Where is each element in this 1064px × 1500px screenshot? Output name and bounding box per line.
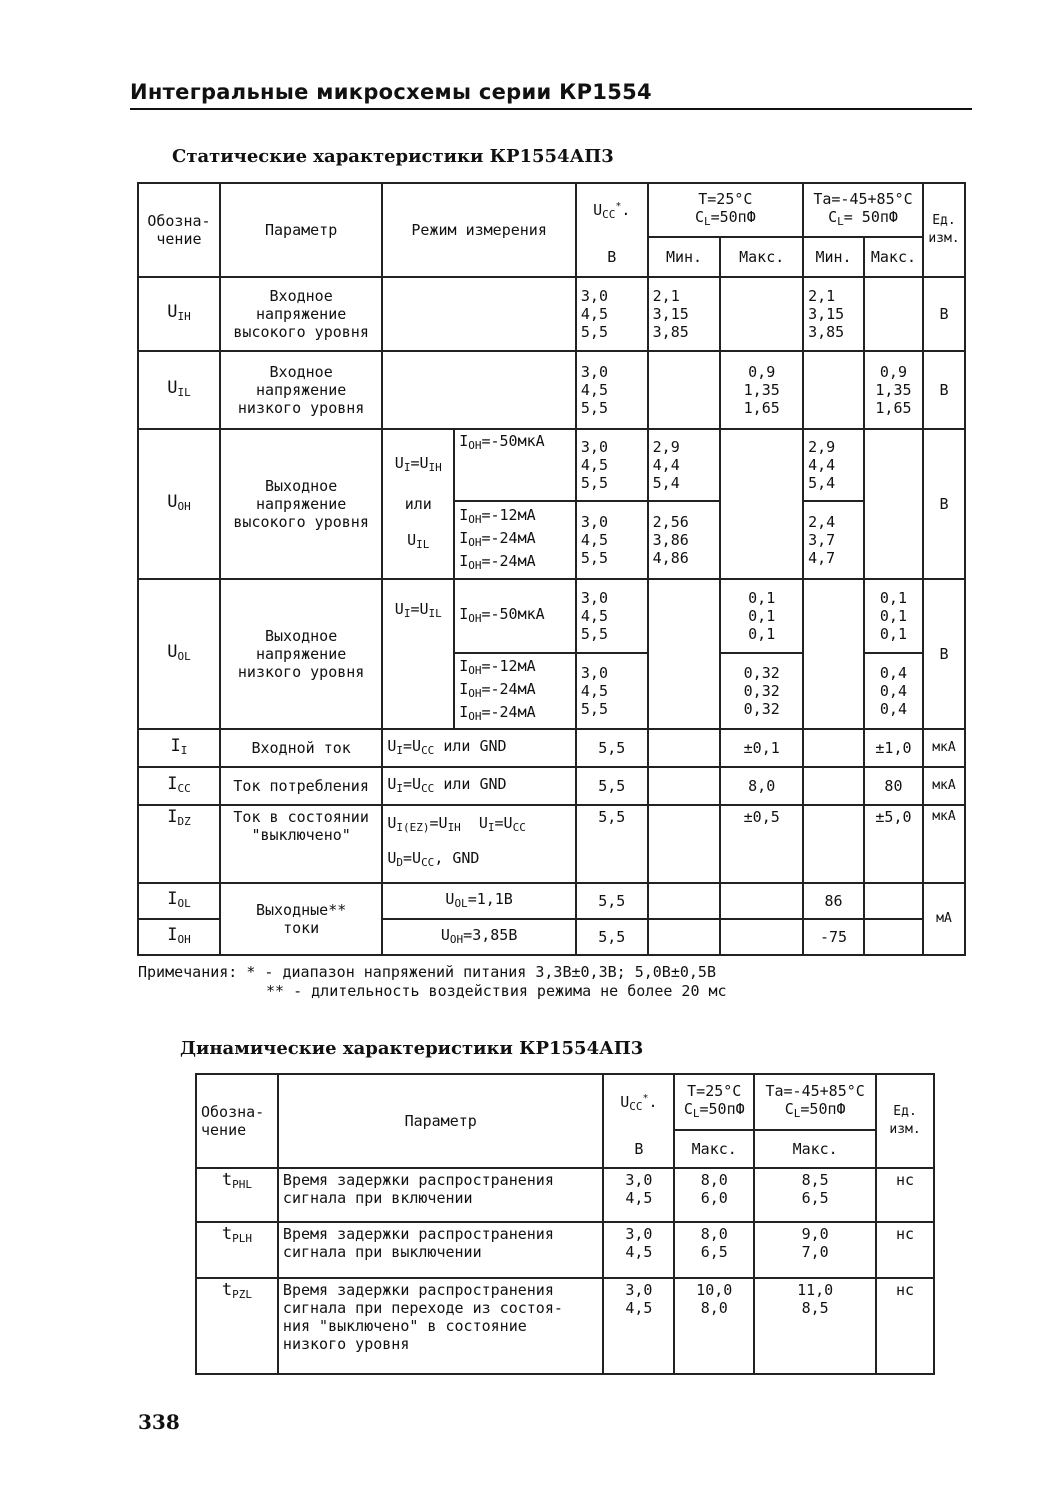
max25-uil: 0,9 1,35 1,65	[720, 351, 803, 429]
param-ii: Входной ток	[220, 729, 382, 767]
max25-uih	[720, 277, 803, 351]
unit-uih: В	[923, 277, 965, 351]
symbol-ii: $I_I$	[138, 729, 220, 767]
mode-uoh: $U_I=U_{IH}$ или $U_{IL}$	[382, 429, 454, 579]
mode-ii: $U_I=U_{CC}$ или GND	[382, 729, 576, 767]
dyn-param-1: Время задержки распространения сигнала при выключении	[278, 1222, 604, 1278]
ucc-iol: 5,5	[576, 883, 648, 919]
ucc-ioh: 5,5	[576, 919, 648, 955]
col-ucc-unit: В	[576, 237, 648, 277]
dyn-max25-1: 8,0 6,5	[674, 1222, 754, 1278]
mode-uil	[382, 351, 576, 429]
ucc-uih: 3,0 4,5 5,5	[576, 277, 648, 351]
param-icc: Ток потребления	[220, 767, 382, 805]
unit-idz: мкА	[923, 805, 965, 883]
dyn-col-parameter: Параметр	[278, 1074, 604, 1168]
mode-uol: $U_I=U_{IL}$	[382, 579, 454, 729]
min25-icc	[648, 767, 721, 805]
ucc-uil: 3,0 4,5 5,5	[576, 351, 648, 429]
min25-ioh	[648, 919, 721, 955]
param-output-currents: Выходные** токи	[220, 883, 382, 955]
dyn-col-t25: T=25°C $C_L=50пФ$	[674, 1074, 754, 1130]
min25-uil	[648, 351, 721, 429]
symbol-uoh: $U_{OH}$	[138, 429, 220, 579]
min25-uol	[648, 579, 721, 729]
param-idz: Ток в состоянии "выключено"	[220, 805, 382, 883]
ucc-ii: 5,5	[576, 729, 648, 767]
symbol-tplh: $t_{PLH}$	[196, 1222, 278, 1278]
ucc-uoh-b: 3,0 4,5 5,5	[576, 501, 648, 579]
dyn-ucc-2: 3,0 4,5	[603, 1278, 674, 1374]
col-mode: Режим измерения	[382, 183, 576, 277]
dyn-param-0: Время задержки распространения сигнала при включении	[278, 1168, 604, 1222]
col-ta: Ta=-45+85°C $C_L= 50пФ$	[803, 183, 923, 237]
mode-iol: $U_{OL}=1,1В$	[382, 883, 576, 919]
minta-idz	[803, 805, 864, 883]
col-max-ta: Макс.	[864, 237, 923, 277]
dyn-unit-2: нс	[876, 1278, 934, 1374]
dyn-col-ta: Ta=-45+85°C $C_L=50пФ$	[754, 1074, 876, 1130]
max25-uol-a: 0,1 0,1 0,1	[720, 579, 803, 653]
maxta-ii: ±1,0	[864, 729, 923, 767]
dyn-maxta-2: 11,0 8,5	[754, 1278, 876, 1374]
dyn-col-ucc: $U_{CC}^*$.	[603, 1074, 674, 1130]
symbol-ioh: $I_{OH}$	[138, 919, 220, 955]
param-uol: Выходное напряжение низкого уровня	[220, 579, 382, 729]
cond-uol-a: $I_{OH}=-50мкА$	[454, 579, 576, 653]
minta-uoh-a: 2,9 4,4 5,4	[803, 429, 864, 501]
maxta-uil: 0,9 1,35 1,65	[864, 351, 923, 429]
max25-icc: 8,0	[720, 767, 803, 805]
min25-idz	[648, 805, 721, 883]
dyn-max25-2: 10,0 8,0	[674, 1278, 754, 1374]
min25-uih: 2,1 3,15 3,85	[648, 277, 721, 351]
symbol-tphl: $t_{PHL}$	[196, 1168, 278, 1222]
symbol-idz: $I_{DZ}$	[138, 805, 220, 883]
max25-ii: ±0,1	[720, 729, 803, 767]
symbol-uil: $U_{IL}$	[138, 351, 220, 429]
minta-uoh-b: 2,4 3,7 4,7	[803, 501, 864, 579]
symbol-uol: $U_{OL}$	[138, 579, 220, 729]
mode-icc: $U_I=U_{CC}$ или GND	[382, 767, 576, 805]
maxta-idz: ±5,0	[864, 805, 923, 883]
max25-iol	[720, 883, 803, 919]
mode-idz: $U_{I(EZ)}=U_{IH}$ $U_I=U_{CC}$ $U_D=U_{CC}$, GND	[382, 805, 576, 883]
dyn-max25-0: 8,0 6,0	[674, 1168, 754, 1222]
mode-uih	[382, 277, 576, 351]
symbol-icc: $I_{CC}$	[138, 767, 220, 805]
table-notes	[138, 963, 727, 1001]
cond-uol-b: $I_{OH}=-12мА$ $I_{OH}=-24мА$ $I_{OH}=-24мА$	[454, 653, 576, 729]
ucc-uoh-a: 3,0 4,5 5,5	[576, 429, 648, 501]
min25-iol	[648, 883, 721, 919]
cond-uoh-b: $I_{OH}=-12мА$ $I_{OH}=-24мА$ $I_{OH}=-24мА$	[454, 501, 576, 579]
cond-uoh-a: $I_{OH}=-50мкА$	[454, 429, 576, 501]
dynamic-table-title: Динамические характеристики КР1554АП3	[180, 1038, 644, 1059]
col-parameter: Параметр	[220, 183, 382, 277]
col-min-ta: Мин.	[803, 237, 864, 277]
dyn-param-2: Время задержки распространения сигнала при переходе из состоя- ния "выключено" в состояние низкого уровня	[278, 1278, 604, 1374]
dyn-col-ucc-unit: В	[603, 1130, 674, 1168]
maxta-uol-a: 0,1 0,1 0,1	[864, 579, 923, 653]
maxta-uoh	[864, 429, 923, 579]
dyn-col-max-25: Макс.	[674, 1130, 754, 1168]
unit-icc: мкА	[923, 767, 965, 805]
dyn-maxta-0: 8,5 6,5	[754, 1168, 876, 1222]
maxta-uol-b: 0,4 0,4 0,4	[864, 653, 923, 729]
maxta-iol	[864, 883, 923, 919]
minta-iol: 86	[803, 883, 864, 919]
page-number: 338	[138, 1410, 180, 1434]
dyn-unit-0: нс	[876, 1168, 934, 1222]
dyn-col-designation: Обозна- чение	[196, 1074, 278, 1168]
mode-ioh: $U_{OH}=3,85В$	[382, 919, 576, 955]
minta-uil	[803, 351, 864, 429]
dyn-col-unit: Ед. изм.	[876, 1074, 934, 1168]
ucc-uol-a: 3,0 4,5 5,5	[576, 579, 648, 653]
ucc-icc: 5,5	[576, 767, 648, 805]
maxta-icc: 80	[864, 767, 923, 805]
min25-uoh-a: 2,9 4,4 5,4	[648, 429, 721, 501]
ucc-idz: 5,5	[576, 805, 648, 883]
ucc-uol-b: 3,0 4,5 5,5	[576, 653, 648, 729]
minta-icc	[803, 767, 864, 805]
minta-uol	[803, 579, 864, 729]
col-min-25: Мин.	[648, 237, 721, 277]
dyn-ucc-0: 3,0 4,5	[603, 1168, 674, 1222]
col-unit: Ед. изм.	[923, 183, 965, 277]
max25-uol-b: 0,32 0,32 0,32	[720, 653, 803, 729]
max25-ioh	[720, 919, 803, 955]
unit-ii: мкА	[923, 729, 965, 767]
dyn-maxta-1: 9,0 7,0	[754, 1222, 876, 1278]
minta-uih: 2,1 3,15 3,85	[803, 277, 864, 351]
dyn-unit-1: нс	[876, 1222, 934, 1278]
max25-idz: ±0,5	[720, 805, 803, 883]
minta-ii	[803, 729, 864, 767]
static-table-title: Статические характеристики КР1554АП3	[172, 146, 614, 167]
dyn-col-max-ta: Макс.	[754, 1130, 876, 1168]
unit-uol: В	[923, 579, 965, 729]
col-max-25: Макс.	[720, 237, 803, 277]
symbol-uih: $U_{IH}$	[138, 277, 220, 351]
maxta-uih	[864, 277, 923, 351]
note-1: Примечания: * - диапазон напряжений питания 3,3В±0,3В; 5,0В±0,5В	[138, 963, 716, 981]
maxta-ioh	[864, 919, 923, 955]
param-uoh: Выходное напряжение высокого уровня	[220, 429, 382, 579]
minta-ioh: -75	[803, 919, 864, 955]
param-uil: Входное напряжение низкого уровня	[220, 351, 382, 429]
min25-ii	[648, 729, 721, 767]
symbol-tpzl: $t_{PZL}$	[196, 1278, 278, 1374]
symbol-iol: $I_{OL}$	[138, 883, 220, 919]
unit-uoh: В	[923, 429, 965, 579]
note-2: ** - длительность воздействия режима не более 20 мс	[266, 982, 727, 1000]
max25-uoh	[720, 429, 803, 579]
unit-uil: В	[923, 351, 965, 429]
param-uih: Входное напряжение высокого уровня	[220, 277, 382, 351]
col-designation: Обозна- чение	[138, 183, 220, 277]
col-ucc: $U_{CC}^*$.	[576, 183, 648, 237]
dynamic-characteristics-table	[195, 1073, 935, 1375]
running-header: Интегральные микросхемы серии КР1554	[130, 80, 972, 110]
col-t25: T=25°C $C_L=50пФ$	[648, 183, 803, 237]
dyn-ucc-1: 3,0 4,5	[603, 1222, 674, 1278]
unit-output-currents: мА	[923, 883, 965, 955]
static-characteristics-table	[137, 182, 966, 956]
min25-uoh-b: 2,56 3,86 4,86	[648, 501, 721, 579]
